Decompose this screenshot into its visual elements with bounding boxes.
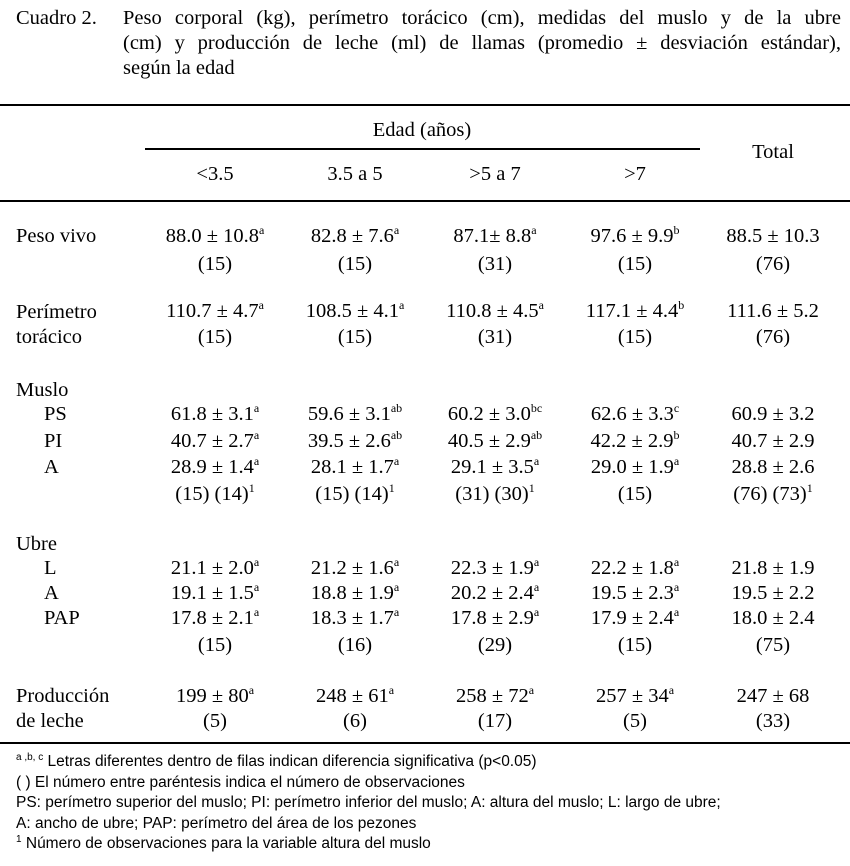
peso-vivo-n-cell: (15) [337, 253, 373, 275]
note-observations: ( ) El número entre paréntesis indica el número de observaciones [16, 773, 465, 791]
ubre-a-value-cell: 20.2 ± 2.4$^a$ [450, 580, 540, 604]
muslo-n-cell: (15) [617, 483, 653, 505]
perimetro-value-cell: 111.6 ± 5.2 [727, 300, 819, 322]
muslo-a-value-cell: 28.9 ± 1.4$^a$ [170, 454, 260, 478]
leche-n-cell: (6) [343, 710, 367, 732]
perimetro-n-cell: (15) [617, 326, 653, 348]
muslo-a-value-cell: 28.8 ± 2.6 [731, 456, 815, 478]
caption-line-3: según la edad [123, 57, 235, 79]
row-label-perimetro: Perímetro [16, 301, 97, 323]
significance-letter: ab [390, 428, 403, 442]
caption-line-2: (cm) y producción de leche (ml) de llamas (promedio ± desviación estándar), [123, 32, 841, 54]
significance-letter: 1 [248, 481, 255, 495]
leche-value-cell: 247 ± 68 [736, 685, 810, 707]
leche-value-cell: $257 \pm 34^a$ [595, 683, 675, 707]
significance-letter: a [248, 683, 255, 697]
table-notes [16, 752, 846, 855]
ubre-pap-value-cell: 18.0 ± 2.4 [731, 607, 815, 629]
row-label-ubre-a: A [44, 582, 59, 604]
muslo-pi-value-cell: 39.5 ± 2.6$^{ab}$ [307, 428, 403, 452]
significance-letter: a [533, 454, 540, 468]
significance-letter: a [253, 580, 260, 594]
caption-line-1: Peso corporal (kg), perímetro torácico (cm), medidas del muslo y de la ubre [123, 7, 841, 29]
significance-letter: a [393, 555, 400, 569]
leche-n-cell: (17) [477, 710, 513, 732]
perimetro-value-cell: 110.8 ± 4.5$^a$ [446, 298, 544, 322]
muslo-n-cell: (15) $(14)^1$ [315, 481, 395, 505]
note-significance-letters: a ,b, c [16, 752, 44, 763]
peso-vivo-value-cell: 97.6 ± 9.9$^b$ [590, 223, 680, 247]
row-label-produccion: Producción [16, 685, 110, 707]
ubre-pap-value-cell: 17.8 ± 2.1$^a$ [170, 605, 260, 629]
significance-letter: ab [530, 428, 543, 442]
muslo-pi-value-cell: 40.5 ± 2.9$^{ab}$ [447, 428, 543, 452]
note-thigh-height: $^1$ Número de observaciones para la variable altura del muslo [16, 834, 431, 852]
muslo-ps-value-cell: 60.2 ± 3.0$^{bc}$ [447, 401, 543, 425]
peso-vivo-n-cell: (15) [617, 253, 653, 275]
muslo-ps-value-cell: 60.9 ± 3.2 [731, 403, 815, 425]
ubre-n-cell: (15) [197, 634, 233, 656]
row-label-ubre-l: L [44, 557, 57, 579]
peso-vivo-n-cell: (15) [197, 253, 233, 275]
significance-letter: a [533, 605, 540, 619]
ubre-l-value-cell: 21.2 ± 1.6$^a$ [310, 555, 400, 579]
peso-vivo-value-cell: 88.5 ± 10.3 [726, 225, 820, 247]
caption-text [123, 6, 841, 81]
row-label-muslo-a: A [44, 456, 59, 478]
ubre-a-value-cell: 19.1 ± 1.5$^a$ [170, 580, 260, 604]
peso-vivo-value-cell: 88.0 ± 10.8$^a$ [165, 223, 265, 247]
column-header: >5 a 7 [469, 163, 521, 185]
significance-letter: 1 [806, 481, 813, 495]
perimetro-value-cell: 110.7 ± 4.7$^a$ [166, 298, 264, 322]
perimetro-n-cell: (31) [477, 326, 513, 348]
significance-letter: a [673, 580, 680, 594]
significance-letter: 1 [528, 481, 535, 495]
significance-letter: a [398, 298, 405, 312]
ubre-l-value-cell: 22.2 ± 1.8$^a$ [590, 555, 680, 579]
significance-letter: a [538, 298, 544, 312]
note-significance: $^{a ,b, c}$ Letras diferentes dentro de filas indican diferencia significativa (p<0.05) [16, 752, 537, 770]
leche-n-cell: (5) [623, 710, 647, 732]
muslo-pi-value-cell: 40.7 ± 2.7$^a$ [170, 428, 260, 452]
row-label-peso-vivo: Peso vivo [16, 225, 97, 247]
significance-letter: a [533, 580, 540, 594]
perimetro-n-cell: (76) [755, 326, 791, 348]
significance-letter: bc [530, 401, 543, 415]
muslo-a-value-cell: 29.1 ± 3.5$^a$ [450, 454, 540, 478]
ubre-pap-value-cell: 17.9 ± 2.4$^a$ [590, 605, 680, 629]
muslo-ps-value-cell: 62.6 ± 3.3$^c$ [590, 401, 680, 425]
significance-letter: b [673, 223, 680, 237]
significance-letter: a [253, 454, 260, 468]
muslo-ps-value-cell: 61.8 ± 3.1$^a$ [170, 401, 260, 425]
significance-letter: a [393, 454, 400, 468]
muslo-ps-value-cell: 59.6 ± 3.1$^{ab}$ [307, 401, 403, 425]
muslo-n-cell: (76) $(73)^1$ [733, 481, 813, 505]
ubre-a-value-cell: 19.5 ± 2.3$^a$ [590, 580, 680, 604]
significance-letter: a [668, 683, 675, 697]
note-abbreviations-cont: A: ancho de ubre; PAP: perímetro del área de los pezones [16, 814, 417, 832]
significance-letter: a [393, 580, 400, 594]
leche-value-cell: $258 \pm 72^a$ [455, 683, 535, 707]
significance-letter: ab [390, 401, 403, 415]
group-header-edad: Edad (años) [372, 119, 472, 141]
top-rule [0, 104, 850, 106]
perimetro-n-cell: (15) [337, 326, 373, 348]
column-header-total: Total [752, 141, 794, 163]
significance-letter: a [533, 555, 540, 569]
row-label-muslo-ps: PS [44, 403, 67, 425]
row-label-ubre: Ubre [16, 533, 57, 555]
bottom-rule [0, 742, 850, 744]
perimetro-value-cell: 117.1 ± 4.4$^b$ [585, 298, 685, 322]
significance-letter: b [673, 428, 680, 442]
significance-letter: 1 [388, 481, 395, 495]
peso-vivo-value-cell: 82.8 ± 7.6$^a$ [310, 223, 400, 247]
significance-letter: a [253, 555, 260, 569]
significance-letter: a [393, 605, 400, 619]
note-thigh-height-mark: 1 [16, 834, 22, 845]
perimetro-value-cell: 108.5 ± 4.1$^a$ [305, 298, 405, 322]
note-abbreviations: PS: perímetro superior del muslo; PI: perímetro inferior del muslo; A: altura del muslo; L: largo de ubre; [16, 794, 721, 811]
significance-letter: a [528, 683, 535, 697]
significance-letter: a [673, 605, 680, 619]
perimetro-n-cell: (15) [197, 326, 233, 348]
ubre-n-cell: (16) [337, 634, 373, 656]
significance-letter: a [253, 428, 260, 442]
column-header: 3.5 a 5 [327, 163, 383, 185]
ubre-pap-value-cell: 18.3 ± 1.7$^a$ [310, 605, 400, 629]
significance-letter: a [673, 454, 680, 468]
column-header: >7 [624, 163, 646, 185]
muslo-pi-value-cell: 40.7 ± 2.9 [731, 430, 815, 452]
row-label-toracico: torácico [16, 326, 83, 348]
significance-letter: a [388, 683, 395, 697]
ubre-l-value-cell: 21.8 ± 1.9 [731, 557, 815, 579]
row-label-ubre-pap: PAP [44, 607, 80, 629]
significance-letter: c [673, 401, 680, 415]
leche-value-cell: $199 \pm 80^a$ [175, 683, 255, 707]
significance-letter: a [253, 605, 260, 619]
peso-vivo-n-cell: (76) [755, 253, 791, 275]
ubre-pap-value-cell: 17.8 ± 2.9$^a$ [450, 605, 540, 629]
significance-letter: a [393, 223, 400, 237]
ubre-n-cell: (75) [755, 634, 791, 656]
significance-letter: a [673, 555, 680, 569]
significance-letter: a [253, 401, 260, 415]
muslo-pi-value-cell: 42.2 ± 2.9$^b$ [590, 428, 680, 452]
group-rule [145, 148, 700, 150]
column-header: <3.5 [196, 163, 234, 185]
row-label-muslo-pi: PI [44, 430, 63, 452]
ubre-a-value-cell: 18.8 ± 1.9$^a$ [310, 580, 400, 604]
leche-n-cell: (5) [203, 710, 227, 732]
significance-letter: b [678, 298, 685, 312]
ubre-l-value-cell: 21.1 ± 2.0$^a$ [170, 555, 260, 579]
muslo-n-cell: (31) $(30)^1$ [455, 481, 535, 505]
caption-label: Cuadro 2. [16, 7, 97, 29]
row-label-muslo: Muslo [16, 379, 69, 401]
muslo-a-value-cell: 29.0 ± 1.9$^a$ [590, 454, 680, 478]
significance-letter: a [258, 223, 265, 237]
peso-vivo-n-cell: (31) [477, 253, 513, 275]
muslo-n-cell: (15) $(14)^1$ [175, 481, 255, 505]
leche-value-cell: $248 \pm 61^a$ [315, 683, 395, 707]
peso-vivo-value-cell: 87.1± 8.8$^a$ [453, 223, 537, 247]
significance-letter: a [531, 223, 537, 237]
ubre-n-cell: (29) [477, 634, 513, 656]
row-label-de-leche: de leche [16, 710, 84, 732]
header-rule [0, 200, 850, 202]
ubre-n-cell: (15) [617, 634, 653, 656]
leche-n-cell: (33) [755, 710, 791, 732]
muslo-a-value-cell: 28.1 ± 1.7$^a$ [310, 454, 400, 478]
significance-letter: a [258, 298, 264, 312]
ubre-l-value-cell: 22.3 ± 1.9$^a$ [450, 555, 540, 579]
ubre-a-value-cell: 19.5 ± 2.2 [731, 582, 815, 604]
